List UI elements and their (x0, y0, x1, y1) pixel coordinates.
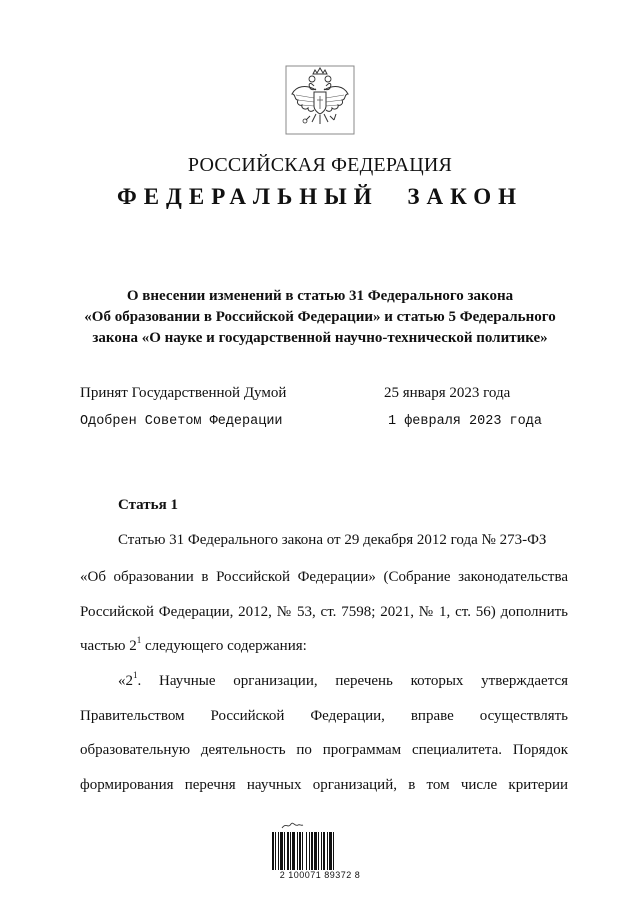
law-title-line: О внесении изменений в статью 31 Федерального закона (126, 288, 514, 304)
article-heading: Статья 1 (118, 497, 178, 513)
body-line: Правительством Российской Федерации, вправе осуществлять (80, 708, 568, 724)
body-line: Статью 31 Федерального закона от 29 декабря 2012 года № 273-ФЗ (118, 532, 547, 548)
body-line (80, 635, 568, 658)
country-name: РОССИЙСКАЯ ФЕДЕРАЦИЯ (187, 154, 453, 176)
body-line: «Об образовании в Российской Федерации» (Собрание законодательства (80, 569, 568, 585)
body-line: образовательную деятельность по программам специалитета. Порядок (80, 742, 568, 758)
barcode-number: 2 100071 89372 8 (279, 870, 361, 880)
document-barcode (268, 820, 372, 880)
body-line (118, 670, 568, 693)
body-line: формирования перечня научных организаций, в том числе критерии (80, 777, 568, 793)
body-text-span: следующего содержания: (141, 638, 307, 654)
law-title (60, 286, 580, 349)
council-label: Одобрен Советом Федерации (80, 414, 283, 429)
superscript: 1 (133, 670, 138, 680)
duma-label: Принят Государственной Думой (80, 385, 287, 401)
barcode-icon (272, 832, 360, 870)
superscript: 1 (136, 635, 142, 645)
duma-date: 25 января 2023 года (384, 385, 511, 401)
law-title-line: закона «О науке и государственной научно-технической политике» (92, 330, 548, 346)
body-line: Российской Федерации, 2012, № 53, ст. 7598; 2021, № 1, ст. 56) дополнить (80, 604, 568, 620)
law-title-line: «Об образовании в Российской Федерации» и статью 5 Федерального (84, 309, 556, 325)
body-text-span: частью 2 (80, 638, 137, 654)
council-date: 1 февраля 2023 года (388, 414, 542, 429)
body-text-span: . Научные организации, перечень которых утверждается (137, 673, 568, 689)
russian-coat-of-arms-icon (284, 64, 356, 136)
law-type-heading: ФЕДЕРАЛЬНЫЙ ЗАКОН (116, 184, 524, 209)
body-text-span: «2 (118, 673, 133, 689)
signature-mark-icon (280, 820, 304, 830)
